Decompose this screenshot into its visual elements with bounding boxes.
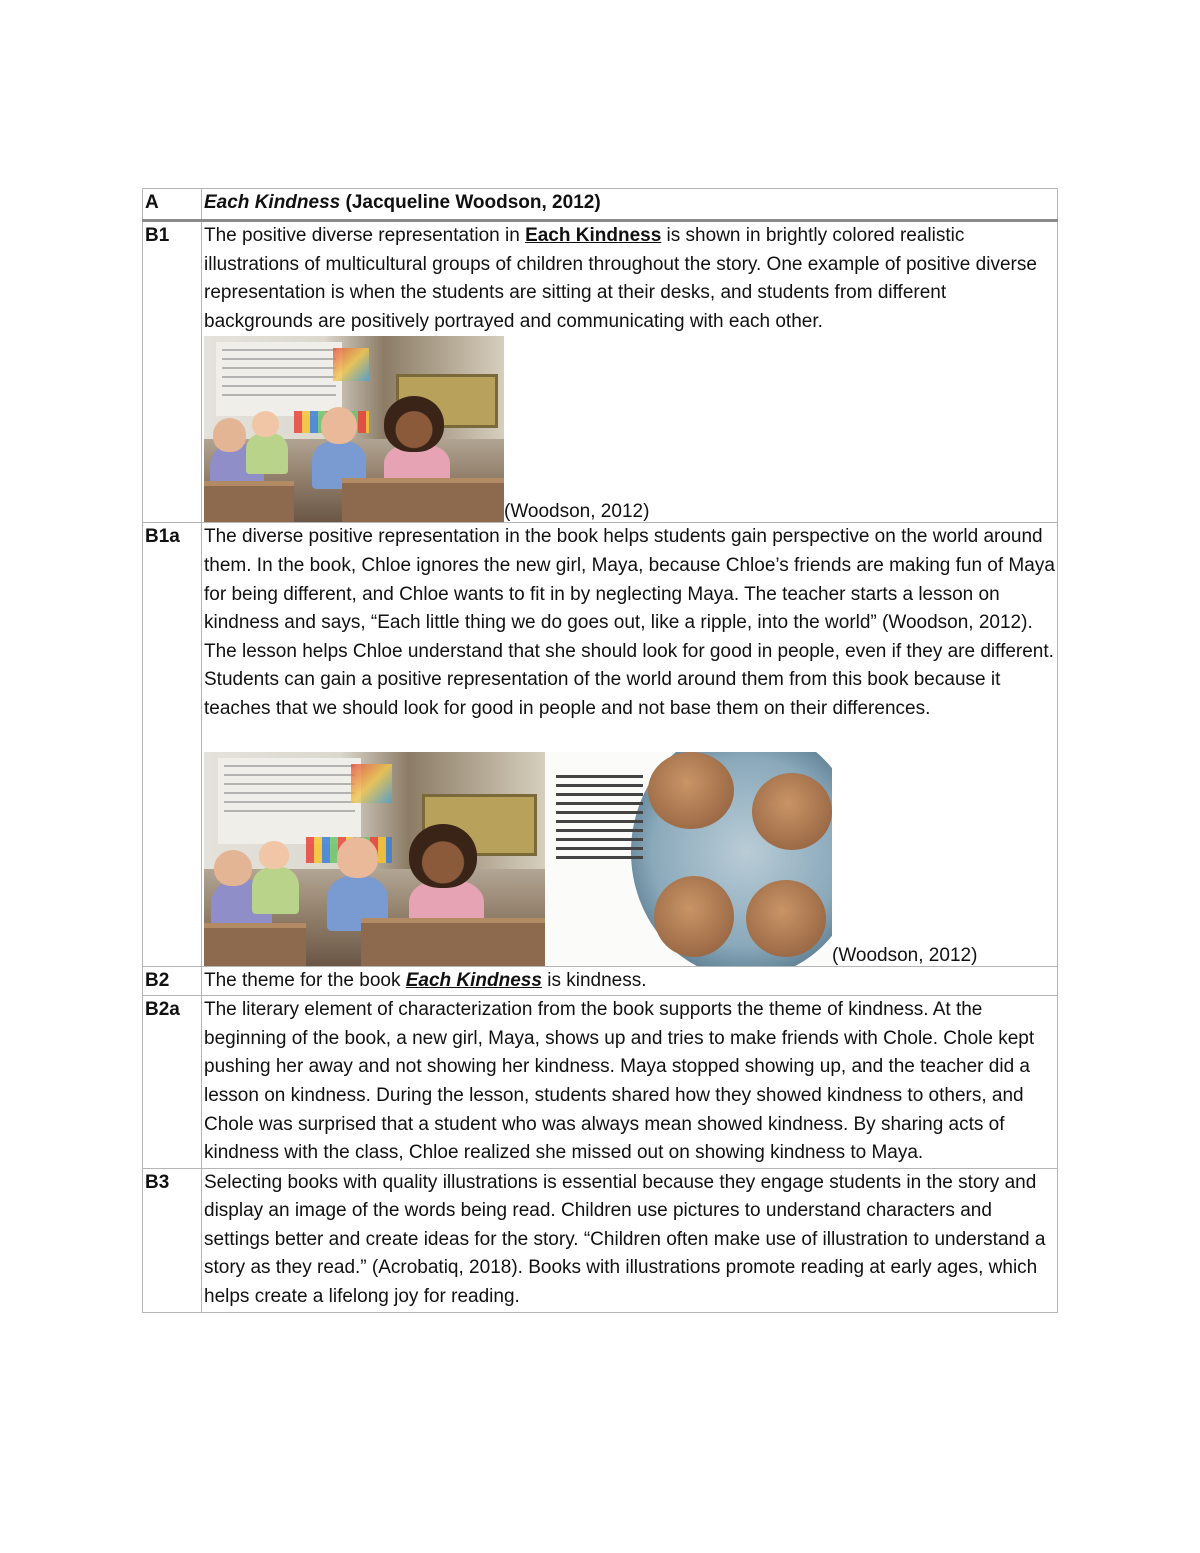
table-row-b3: [143, 1168, 1058, 1312]
row-label: B3: [143, 1168, 202, 1312]
row-content: The theme for the book Each Kindness is kindness.: [202, 966, 1058, 996]
table-row-b1a: [143, 523, 1058, 966]
bowl-illustration: [545, 752, 832, 966]
row-content: Selecting books with quality illustrations is essential because they engage students in the story and display an image of the words being read. Children use pictures to understand characters and settings better and create ideas for the story. “Children often make use of illustration to understand a story as they read.” (Acrobatiq, 2018). Books with illustrations promote reading at early ages, which helps create a lifelong joy for reading.: [202, 1168, 1058, 1312]
table-row-a: [143, 189, 1058, 221]
book-heading: [202, 189, 1058, 221]
row-label: B2: [143, 966, 202, 996]
paragraph: The positive diverse representation in Each Kindness is shown in brightly colored realistic illustrations of multicultural groups of children throughout the story. One example of positive diverse representation is when the students are sitting at their desks, and students from different backgrounds are positively portrayed and communicating with each other.: [204, 225, 1037, 332]
row-content: [202, 221, 1058, 523]
row-label: B2a: [143, 996, 202, 1169]
illustration-group: [204, 752, 1055, 966]
classroom-illustration: [204, 336, 504, 522]
book-title: Each Kindness: [204, 192, 341, 213]
table-row-b2a: [143, 996, 1058, 1169]
illustration-group: [204, 336, 1055, 522]
table-row-b1: [143, 221, 1058, 523]
row-label: B1: [143, 221, 202, 523]
paragraph: The diverse positive representation in the book helps students gain perspective on the world around them. In the book, Chloe ignores the new girl, Maya, because Chloe’s friends are making fun of Maya for being different, and Chloe wants to fit in by neglecting Maya. The teacher starts a lesson on kindness and says, “Each little thing we do goes out, like a ripple, into the world” (Woodson, 2012). The lesson helps Chloe understand that she should look for good in people, even if they are different. Students can gain a positive representation of the world around them from this book because it teaches that we should look for good in people and not base them on their differences.: [204, 526, 1055, 719]
book-title: Each Kindness: [405, 969, 542, 991]
image-citation: (Woodson, 2012): [832, 944, 978, 966]
row-content: [202, 523, 1058, 966]
row-label: A: [143, 189, 202, 221]
classroom-illustration: [204, 752, 545, 966]
row-label: B1a: [143, 523, 202, 966]
table-row-b2: [143, 966, 1058, 996]
assignment-table: [142, 188, 1058, 1313]
book-author-year: (Jacqueline Woodson, 2012): [340, 192, 601, 213]
row-content: The literary element of characterization from the book supports the theme of kindness. At the beginning of the book, a new girl, Maya, shows up and tries to make friends with Chole. Chole kept pushing her away and not showing her kindness. Maya stopped showing up, and the teacher did a lesson on kindness. During the lesson, students shared how they showed kindness to others, and Chole was surprised that a student who was always mean showed kindness. By sharing acts of kindness with the class, Chloe realized she missed out on showing kindness to Maya.: [202, 996, 1058, 1169]
image-citation: (Woodson, 2012): [504, 501, 650, 523]
book-title: Each Kindness: [525, 225, 662, 246]
